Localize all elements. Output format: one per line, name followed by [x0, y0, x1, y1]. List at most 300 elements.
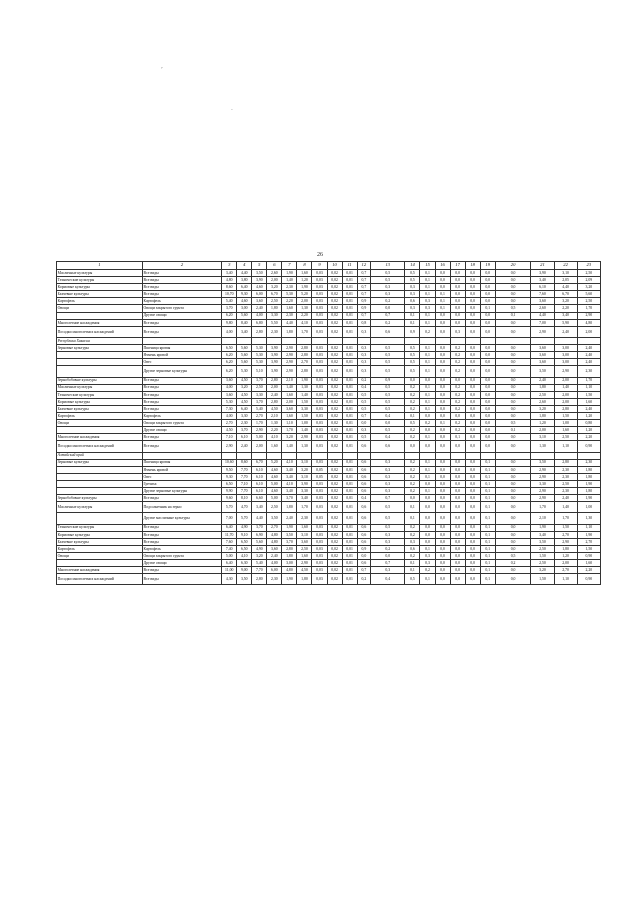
value-cell: 4,00: [222, 384, 237, 391]
value-cell: 0,0: [465, 359, 480, 366]
value-cell: 7,30: [222, 405, 237, 412]
value-cell: 0,1: [405, 502, 420, 513]
value-cell: 0,02: [327, 352, 342, 359]
value-cell: 0,0: [435, 384, 450, 391]
crop-type-cell: Пшеница яровая: [142, 345, 221, 352]
value-cell: 0,01: [342, 488, 357, 495]
value-cell: 0,03: [312, 291, 327, 298]
value-cell: 1,70: [252, 420, 267, 427]
value-cell: 0,5: [371, 502, 405, 513]
crop-group-cell: [57, 366, 143, 377]
value-cell: 0,0: [435, 495, 450, 502]
table-row: [57, 359, 601, 366]
value-cell: 4,10: [282, 480, 297, 487]
value-cell: 8,40: [237, 319, 252, 326]
value-cell: 0,03: [312, 391, 327, 398]
value-cell: 0,6: [405, 298, 420, 305]
value-cell: 6,20: [222, 359, 237, 366]
value-cell: 0,0: [480, 291, 495, 298]
value-cell: 0,0: [357, 420, 370, 427]
value-cell: 1,70: [297, 502, 312, 513]
value-cell: 0,0: [495, 502, 531, 513]
value-cell: [267, 452, 282, 459]
value-cell: 0,1: [480, 459, 495, 466]
value-cell: 4,80: [222, 277, 237, 284]
value-cell: 0,0: [465, 270, 480, 277]
value-cell: 0,01: [342, 441, 357, 452]
value-cell: 0,6: [357, 560, 370, 567]
value-cell: 0,0: [495, 277, 531, 284]
value-cell: 6,50: [222, 345, 237, 352]
value-cell: 3,10: [554, 270, 577, 277]
value-cell: 0,2: [450, 366, 465, 377]
table-row: [57, 398, 601, 405]
value-cell: 0,03: [312, 574, 327, 585]
value-cell: 5,40: [252, 560, 267, 567]
value-cell: 0,3: [450, 326, 465, 337]
value-cell: 0,5: [405, 270, 420, 277]
value-cell: 0,3: [357, 326, 370, 337]
value-cell: 0,0: [495, 352, 531, 359]
column-header: 10: [327, 262, 342, 270]
value-cell: 0,4: [357, 384, 370, 391]
column-header: 9: [312, 262, 327, 270]
value-cell: 0,0: [435, 441, 450, 452]
table-row: [57, 524, 601, 531]
value-cell: 0,0: [495, 434, 531, 441]
page-number: 26: [317, 252, 323, 258]
value-cell: [267, 337, 282, 344]
value-cell: 1,30: [531, 441, 554, 452]
crop-type-cell: [142, 452, 221, 459]
value-cell: 9,90: [222, 488, 237, 495]
crop-type-cell: Гречиха: [142, 480, 221, 487]
value-cell: 0,0: [450, 441, 465, 452]
value-cell: 0,1: [420, 366, 435, 377]
value-cell: 0,2: [405, 488, 420, 495]
value-cell: 0,1: [480, 552, 495, 559]
value-cell: 5,60: [237, 345, 252, 352]
crop-group-cell: [57, 427, 143, 434]
value-cell: 0,3: [371, 291, 405, 298]
value-cell: 0,1: [420, 291, 435, 298]
value-cell: [327, 452, 342, 459]
value-cell: 0,0: [465, 352, 480, 359]
value-cell: 0,0: [450, 298, 465, 305]
value-cell: 0,02: [327, 312, 342, 319]
value-cell: [577, 337, 600, 344]
value-cell: 0,0: [420, 480, 435, 487]
value-cell: 1,00: [297, 420, 312, 427]
value-cell: 1,90: [297, 377, 312, 384]
value-cell: 0,0: [435, 538, 450, 545]
value-cell: 0,03: [312, 277, 327, 284]
table-row: [57, 291, 601, 298]
crop-group-cell: Алтайский край: [57, 452, 143, 459]
value-cell: [554, 337, 577, 344]
value-cell: 3,70: [222, 305, 237, 312]
value-cell: 0,01: [342, 319, 357, 326]
value-cell: 2,40: [577, 352, 600, 359]
value-cell: 7,10: [237, 480, 252, 487]
value-cell: 1,50: [577, 391, 600, 398]
value-cell: 6,10: [531, 284, 554, 291]
value-cell: 2,90: [554, 366, 577, 377]
value-cell: 0,0: [435, 466, 450, 473]
value-cell: 3,60: [531, 345, 554, 352]
value-cell: 2,30: [267, 326, 282, 337]
value-cell: 0,0: [495, 567, 531, 574]
value-cell: 4,80: [267, 531, 282, 538]
value-cell: 0,0: [495, 513, 531, 524]
value-cell: 0,02: [327, 513, 342, 524]
value-cell: 0,0: [465, 473, 480, 480]
value-cell: 0,1: [480, 466, 495, 473]
value-cell: 5,20: [297, 291, 312, 298]
value-cell: 0,02: [327, 298, 342, 305]
value-cell: 3,60: [531, 298, 554, 305]
value-cell: 0,0: [480, 398, 495, 405]
value-cell: 6,10: [252, 466, 267, 473]
value-cell: 2,80: [297, 366, 312, 377]
value-cell: [465, 337, 480, 344]
value-cell: 2,90: [252, 427, 267, 434]
value-cell: 0,5: [371, 366, 405, 377]
value-cell: 0,0: [465, 459, 480, 466]
value-cell: 0,3: [405, 291, 420, 298]
value-cell: 0,0: [465, 345, 480, 352]
value-cell: 0,01: [342, 305, 357, 312]
value-cell: 0,0: [495, 480, 531, 487]
value-cell: 5,40: [252, 405, 267, 412]
value-cell: 0,6: [357, 513, 370, 524]
value-cell: 5,30: [237, 366, 252, 377]
value-cell: 0,90: [577, 574, 600, 585]
value-cell: 0,0: [480, 377, 495, 384]
table-row: [57, 502, 601, 513]
value-cell: [237, 452, 252, 459]
value-cell: 0,7: [357, 567, 370, 574]
value-cell: 1,80: [577, 488, 600, 495]
value-cell: 0,0: [465, 326, 480, 337]
value-cell: 0,0: [450, 567, 465, 574]
value-cell: 0,01: [342, 377, 357, 384]
value-cell: 1,60: [282, 391, 297, 398]
value-cell: 0,0: [435, 366, 450, 377]
value-cell: 0,0: [435, 552, 450, 559]
value-cell: 0,0: [495, 545, 531, 552]
value-cell: 2,70: [554, 531, 577, 538]
value-cell: 0,1: [435, 305, 450, 312]
value-cell: 2,40: [252, 305, 267, 312]
column-header: 2: [142, 262, 221, 270]
value-cell: 7,00: [222, 513, 237, 524]
value-cell: 3,20: [531, 567, 554, 574]
value-cell: 2,40: [267, 552, 282, 559]
value-cell: 0,0: [371, 305, 405, 312]
value-cell: 0,3: [357, 345, 370, 352]
value-cell: 4,40: [282, 319, 297, 326]
value-cell: 2,10: [267, 412, 282, 419]
crop-type-cell: Все виды: [142, 434, 221, 441]
crop-type-cell: Картофель: [142, 298, 221, 305]
value-cell: 0,5: [405, 366, 420, 377]
crop-type-cell: Все виды: [142, 284, 221, 291]
value-cell: 1,30: [577, 513, 600, 524]
value-cell: 0,0: [465, 531, 480, 538]
value-cell: 0,9: [371, 377, 405, 384]
value-cell: 2,90: [577, 312, 600, 319]
value-cell: 2,60: [531, 398, 554, 405]
value-cell: 1,60: [282, 305, 297, 312]
value-cell: 0,0: [465, 574, 480, 585]
value-cell: 0,0: [450, 524, 465, 531]
value-cell: 0,0: [450, 574, 465, 585]
value-cell: 0,0: [495, 391, 531, 398]
column-header: 3: [222, 262, 237, 270]
value-cell: 0,2: [405, 391, 420, 398]
value-cell: 0,01: [342, 552, 357, 559]
value-cell: 9,30: [237, 291, 252, 298]
value-cell: 2,00: [531, 427, 554, 434]
value-cell: 0,1: [420, 312, 435, 319]
value-cell: 6,80: [252, 319, 267, 326]
value-cell: 3,30: [252, 391, 267, 398]
crop-type-cell: Все виды: [142, 495, 221, 502]
value-cell: 1,70: [577, 377, 600, 384]
value-cell: 0,0: [435, 319, 450, 326]
value-cell: 3,20: [267, 284, 282, 291]
value-cell: 0,1: [420, 398, 435, 405]
value-cell: [465, 452, 480, 459]
value-cell: 1,40: [554, 384, 577, 391]
value-cell: 4,50: [237, 391, 252, 398]
value-cell: 1,10: [554, 574, 577, 585]
value-cell: 0,0: [465, 495, 480, 502]
value-cell: 5,70: [222, 502, 237, 513]
value-cell: 6,30: [237, 560, 252, 567]
value-cell: 0,0: [435, 480, 450, 487]
value-cell: [297, 337, 312, 344]
crop-type-cell: Другие зерновые культуры: [142, 488, 221, 495]
crop-group-cell: Зерновые культуры: [57, 459, 143, 466]
table-row: [57, 427, 601, 434]
value-cell: 0,02: [327, 366, 342, 377]
value-cell: 0,0: [480, 384, 495, 391]
value-cell: 0,3: [357, 352, 370, 359]
value-cell: 7,40: [222, 545, 237, 552]
value-cell: 2,00: [554, 560, 577, 567]
value-cell: 1,60: [297, 270, 312, 277]
value-cell: 0,0: [450, 466, 465, 473]
value-cell: 2,10: [531, 513, 554, 524]
value-cell: 0,01: [342, 345, 357, 352]
value-cell: 0,03: [312, 377, 327, 384]
value-cell: 0,0: [450, 552, 465, 559]
value-cell: 0,0: [450, 560, 465, 567]
value-cell: 0,0: [495, 412, 531, 419]
value-cell: 4,10: [282, 459, 297, 466]
value-cell: 0,01: [342, 495, 357, 502]
value-cell: 2,20: [297, 312, 312, 319]
crop-type-cell: Другие масличные культуры: [142, 513, 221, 524]
value-cell: 0,0: [450, 284, 465, 291]
value-cell: 0,3: [357, 427, 370, 434]
value-cell: [282, 337, 297, 344]
crop-group-cell: Картофель: [57, 545, 143, 552]
value-cell: 1,60: [297, 552, 312, 559]
crop-type-cell: Все виды: [142, 326, 221, 337]
crop-type-cell: Все виды: [142, 441, 221, 452]
value-cell: 0,03: [312, 305, 327, 312]
value-cell: 6,70: [252, 459, 267, 466]
value-cell: 4,40: [531, 312, 554, 319]
value-cell: 3,10: [531, 434, 554, 441]
value-cell: 0,3: [371, 567, 405, 574]
value-cell: 3,40: [531, 531, 554, 538]
value-cell: [420, 337, 435, 344]
value-cell: 0,03: [312, 524, 327, 531]
value-cell: 0,0: [465, 538, 480, 545]
value-cell: 2,90: [531, 495, 554, 502]
value-cell: 1,90: [531, 524, 554, 531]
value-cell: 0,0: [495, 574, 531, 585]
value-cell: [577, 452, 600, 459]
value-cell: 3,90: [531, 270, 554, 277]
crop-type-cell: Другие зерновые культуры: [142, 366, 221, 377]
value-cell: 3,40: [237, 326, 252, 337]
value-cell: 0,0: [450, 319, 465, 326]
value-cell: 2,20: [267, 427, 282, 434]
value-cell: 2,40: [267, 391, 282, 398]
value-cell: 4,70: [237, 502, 252, 513]
value-cell: 3,40: [531, 277, 554, 284]
value-cell: 2,90: [282, 366, 297, 377]
value-cell: 2,30: [554, 488, 577, 495]
crop-group-cell: Масличные культуры: [57, 384, 143, 391]
value-cell: 0,0: [495, 495, 531, 502]
value-cell: 1,10: [577, 524, 600, 531]
value-cell: 6,50: [237, 538, 252, 545]
table-row: [57, 480, 601, 487]
value-cell: 1,80: [554, 545, 577, 552]
value-cell: 1,30: [297, 384, 312, 391]
value-cell: 0,3: [371, 488, 405, 495]
value-cell: 0,02: [327, 284, 342, 291]
value-cell: 4,10: [267, 434, 282, 441]
value-cell: 0,0: [420, 377, 435, 384]
crop-group-cell: Масличные культуры: [57, 270, 143, 277]
value-cell: 0,0: [465, 298, 480, 305]
value-cell: 4,80: [577, 319, 600, 326]
value-cell: 2,10: [282, 377, 297, 384]
value-cell: 0,02: [327, 495, 342, 502]
value-cell: 0,0: [465, 552, 480, 559]
value-cell: 3,40: [282, 473, 297, 480]
value-cell: [252, 337, 267, 344]
value-cell: 0,0: [435, 377, 450, 384]
value-cell: 4,50: [237, 398, 252, 405]
value-cell: 2,90: [222, 441, 237, 452]
value-cell: 1,10: [554, 441, 577, 452]
crop-group-cell: Многолетние насаждения: [57, 567, 143, 574]
value-cell: 0,0: [435, 345, 450, 352]
value-cell: 2,90: [282, 359, 297, 366]
table-row: [57, 552, 601, 559]
value-cell: 1,40: [297, 391, 312, 398]
value-cell: 0,0: [450, 277, 465, 284]
value-cell: 0,0: [480, 298, 495, 305]
value-cell: 0,1: [420, 277, 435, 284]
value-cell: 0,03: [312, 434, 327, 441]
value-cell: 4,10: [297, 319, 312, 326]
value-cell: 0,2: [405, 473, 420, 480]
value-cell: 3,80: [237, 277, 252, 284]
value-cell: 2,05: [554, 277, 577, 284]
crop-group-cell: [57, 352, 143, 359]
value-cell: 0,02: [327, 567, 342, 574]
value-cell: 2,90: [531, 488, 554, 495]
value-cell: 0,5: [371, 524, 405, 531]
crop-group-cell: Зернобобовые культуры: [57, 377, 143, 384]
value-cell: [531, 337, 554, 344]
value-cell: 0,5: [405, 345, 420, 352]
value-cell: 2,30: [554, 473, 577, 480]
value-cell: 1,90: [297, 284, 312, 291]
value-cell: 0,0: [465, 384, 480, 391]
value-cell: 0,3: [371, 284, 405, 291]
crop-type-cell: Овес: [142, 359, 221, 366]
crop-type-cell: Все виды: [142, 277, 221, 284]
value-cell: 0,0: [435, 312, 450, 319]
crop-type-cell: Все виды: [142, 405, 221, 412]
value-cell: 2,50: [252, 384, 267, 391]
value-cell: [327, 337, 342, 344]
value-cell: 0,0: [495, 473, 531, 480]
value-cell: 0,0: [465, 513, 480, 524]
crop-type-cell: Все виды: [142, 384, 221, 391]
value-cell: 1,80: [531, 412, 554, 419]
value-cell: 2,30: [297, 513, 312, 524]
value-cell: 6,00: [267, 567, 282, 574]
value-cell: 0,2: [405, 384, 420, 391]
value-cell: 0,2: [450, 398, 465, 405]
value-cell: 0,03: [312, 384, 327, 391]
value-cell: 0,6: [357, 524, 370, 531]
value-cell: 3,20: [237, 384, 252, 391]
value-cell: 2,90: [297, 560, 312, 567]
value-cell: 0,0: [465, 545, 480, 552]
value-cell: 0,03: [312, 412, 327, 419]
crop-group-cell: Бахчевые культуры: [57, 538, 143, 545]
crop-type-cell: Овощи закрытого грунта: [142, 552, 221, 559]
value-cell: 0,0: [480, 319, 495, 326]
crop-type-cell: Все виды: [142, 524, 221, 531]
value-cell: 0,0: [465, 441, 480, 452]
value-cell: 0,2: [405, 552, 420, 559]
value-cell: 0,02: [327, 305, 342, 312]
table-row: [57, 538, 601, 545]
value-cell: 0,0: [450, 473, 465, 480]
value-cell: 2,00: [267, 384, 282, 391]
column-header: 14: [405, 262, 420, 270]
value-cell: 6,10: [252, 473, 267, 480]
crop-type-cell: Все виды: [142, 377, 221, 384]
value-cell: 0,1: [480, 524, 495, 531]
value-cell: 1,90: [282, 270, 297, 277]
value-cell: 3,60: [267, 545, 282, 552]
crop-type-cell: Другие овощи: [142, 560, 221, 567]
